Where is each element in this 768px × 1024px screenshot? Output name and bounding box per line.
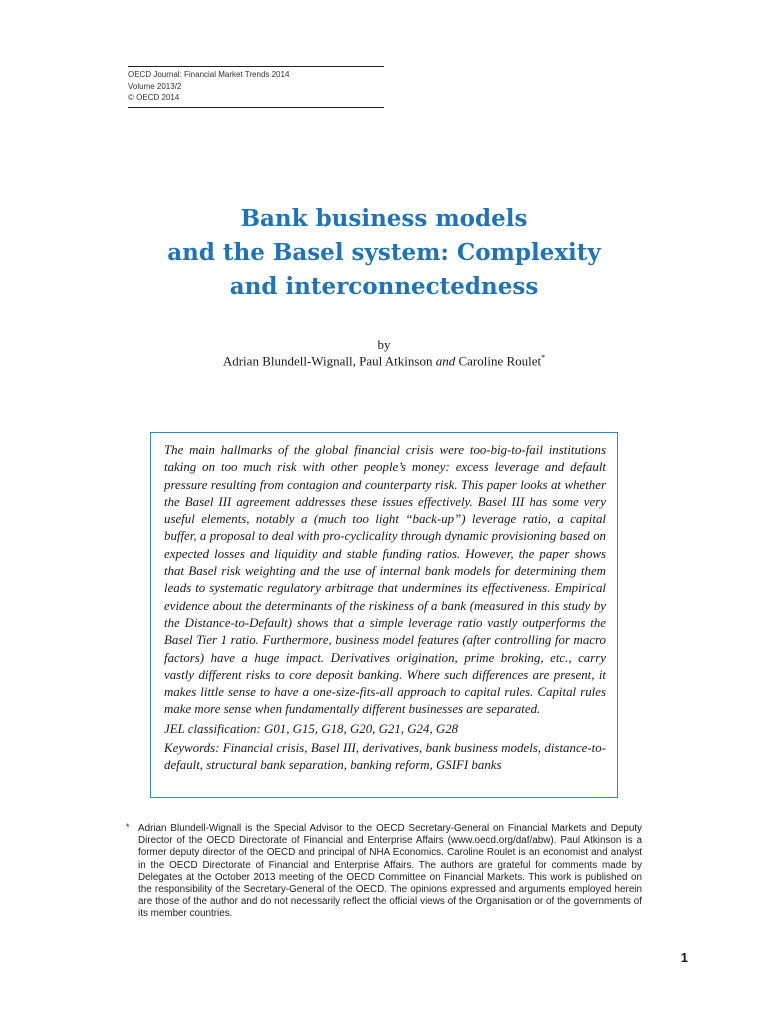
abstract-body: The main hallmarks of the global financial crisis were too-big-to-fail institutions taking on too much risk with other people’s money: excess leverage and default pressure resulting from contagion and counterparty risk. This paper looks at whether the Basel III agreement addresses these issues effectively. Basel III has some very useful elements, notably a (much too light “back-up”) leverage ratio, a capital buffer, a proposal to deal with pro-cyclicality through dynamic provisioning based on expected losses and liquidity and stable funding ratios. However, the paper shows that Basel risk weighting and the use of internal bank models for determining them leads to systematic regulatory arbitrage that undermines its effectiveness. Empirical evidence about the determinants of the riskiness of a bank (measured in this study by the Distance-to-Default) shows that a simple leverage ratio vastly outperforms the Basel Tier 1 ratio. Furthermore, business model features (after controlling for macro factors) have a huge impact. Derivatives origination, prime broking, etc., carry vastly different risks to core deposit banking. Where such differences are present, it makes little sense to have a one-size-fits-all approach to capital rules. Capital rules make more sense when fundamentally different businesses are separated. [164,443,606,717]
author-footnote: Adrian Blundell-Wignall is the Special Advisor to the OECD Secretary-General on Financial Markets and Deputy Director of the OECD Directorate of Financial and Enterprise Affairs (www.oecd.org/daf/abw). Paul Atkinson is a former deputy director of the OECD and principal of NHA Economics. Caroline Roulet is an economist and analyst in the OECD Directorate of Financial and Enterprise Affairs. The authors are grateful for comments made by Delegates at the October 2013 meeting of the OECD Committee on Financial Markets. This work is published on the responsibility of the Secretary-General of the OECD. The opinions expressed and arguments employed herein are those of the author and do not necessarily reflect the official views of the Organisation or of the governments of its member countries. [138,823,642,920]
by-label: by [377,337,391,352]
journal-volume: Volume 2013/2 [128,81,182,91]
authors-part-2: Caroline Roulet [455,353,542,369]
abstract [164,442,606,775]
title-line-3: and interconnectedness [229,273,539,300]
authors-conjunction: and [435,353,456,369]
page-number: 1 [680,950,688,965]
paper-title [0,202,768,304]
title-line-2: and the Basel system: Complexity [167,239,601,266]
journal-name: OECD Journal: Financial Market Trends 2014 [128,70,290,79]
journal-header [128,66,384,108]
journal-copyright: © OECD 2014 [128,93,180,102]
authors [0,353,768,369]
jel-classification: JEL classification: G01, G15, G18, G20, G21, G24, G28 [164,721,459,736]
footnote-marker: * [126,822,130,832]
authors-part-1: Adrian Blundell-Wignall, Paul Atkinson [222,353,436,369]
title-line-1: Bank business models [240,205,528,232]
author-footnote-marker: * [541,353,546,362]
keywords: Keywords: Financial crisis, Basel III, derivatives, bank business models, distance-to-default, structural bank separation, banking reform, GSIFI banks [164,741,606,773]
